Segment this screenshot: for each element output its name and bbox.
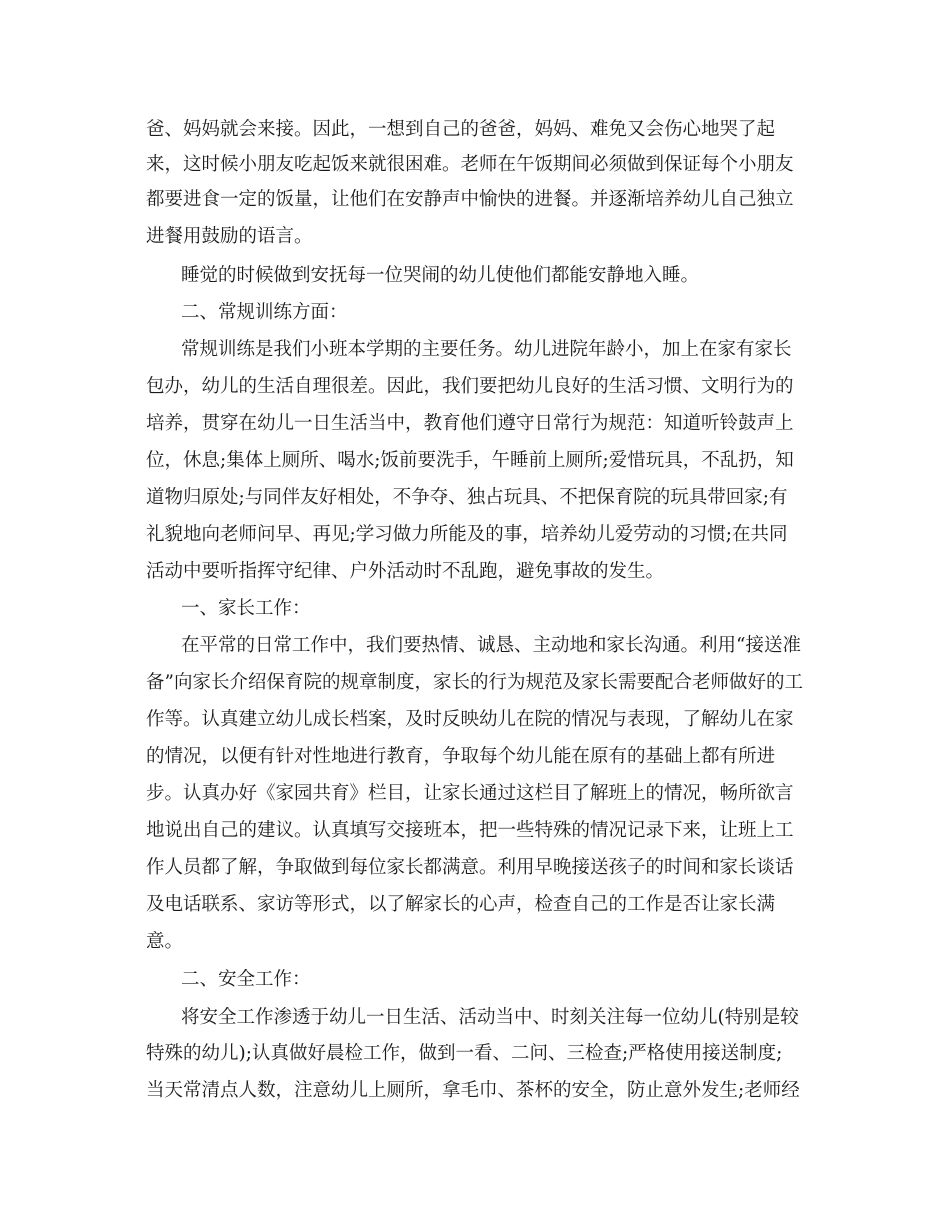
text-line: 位，休息;集体上厕所、喝水;饭前要洗手，午睡前上厕所;爱惜玩具，不乱扔，知 — [146, 450, 794, 471]
text-line: 爸、妈妈就会来接。因此，一想到自己的爸爸，妈妈、难免又会伤心地哭了起 — [146, 119, 776, 140]
text-line: 包办，幼儿的生活自理很差。因此，我们要把幼儿良好的生活习惯、文明行为的 — [146, 376, 794, 397]
text-line: 地说出自己的建议。认真填写交接班本，把一些特殊的情况记录下来，让班上工 — [146, 820, 794, 841]
text-line: 步。认真办好《家园共育》栏目，让家长通过这栏目了解班上的情况，畅所欲言 — [146, 783, 794, 804]
text-line: 在平常的日常工作中，我们要热情、诚恳、主动地和家长沟通。利用“接送准 — [181, 635, 801, 656]
text-line: 及电话联系、家访等形式，以了解家长的心声，检查自己的工作是否让家长满 — [146, 894, 776, 915]
text-line: 道物归原处;与同伴友好相处，不争夺、独占玩具、不把保育院的玩具带回家;有 — [146, 487, 788, 508]
text-line: 进餐用鼓励的语言。 — [146, 226, 313, 247]
text-line: 当天常清点人数，注意幼儿上厕所，拿毛巾、茶杯的安全，防止意外发生;老师经 — [146, 1080, 800, 1101]
text-line: 作人员都了解，争取做到每位家长都满意。利用早晚接送孩子的时间和家长谈话 — [146, 857, 794, 878]
text-line: 活动中要听指挥守纪律、户外活动时不乱跑，避免事故的发生。 — [146, 561, 665, 582]
section-heading: 一、家长工作： — [181, 598, 311, 619]
text-line: 特殊的幼儿);认真做好晨检工作，做到一看、二问、三检查;严格使用接送制度; — [146, 1043, 783, 1064]
section-heading: 二、常规训练方面： — [181, 302, 348, 323]
text-line: 睡觉的时候做到安抚每一位哭闹的幼儿使他们都能安静地入睡。 — [181, 265, 700, 286]
text-line: 将安全工作渗透于幼儿一日生活、活动当中、时刻关注每一位幼儿(特别是较 — [181, 1007, 799, 1028]
text-line: 意。 — [146, 931, 184, 952]
text-line: 培养，贯穿在幼儿一日生活当中，教育他们遵守日常行为规范：知道听铃鼓声上 — [146, 413, 794, 434]
text-line: 作等。认真建立幼儿成长档案，及时反映幼儿在院的情况与表现，了解幼儿在家 — [146, 709, 794, 730]
text-line: 的情况，以便有针对性地进行教育，争取每个幼儿能在原有的基础上都有所进 — [146, 746, 776, 767]
text-line: 礼貌地向老师问早、再见;学习做力所能及的事，培养幼儿爱劳动的习惯;在共同 — [146, 524, 788, 545]
text-line: 都要进食一定的饭量，让他们在安静声中愉快的进餐。并逐渐培养幼儿自己独立 — [146, 189, 794, 210]
section-heading: 二、安全工作： — [181, 969, 311, 990]
text-line: 备”向家长介绍保育院的规章制度，家长的行为规范及家长需要配合老师做好的工 — [146, 672, 803, 693]
text-line: 来，这时候小朋友吃起饭来就很困难。老师在午饭期间必须做到保证每个小朋友 — [146, 154, 794, 175]
text-line: 常规训练是我们小班本学期的主要任务。幼儿进院年龄小，加上在家有家长 — [181, 339, 792, 360]
